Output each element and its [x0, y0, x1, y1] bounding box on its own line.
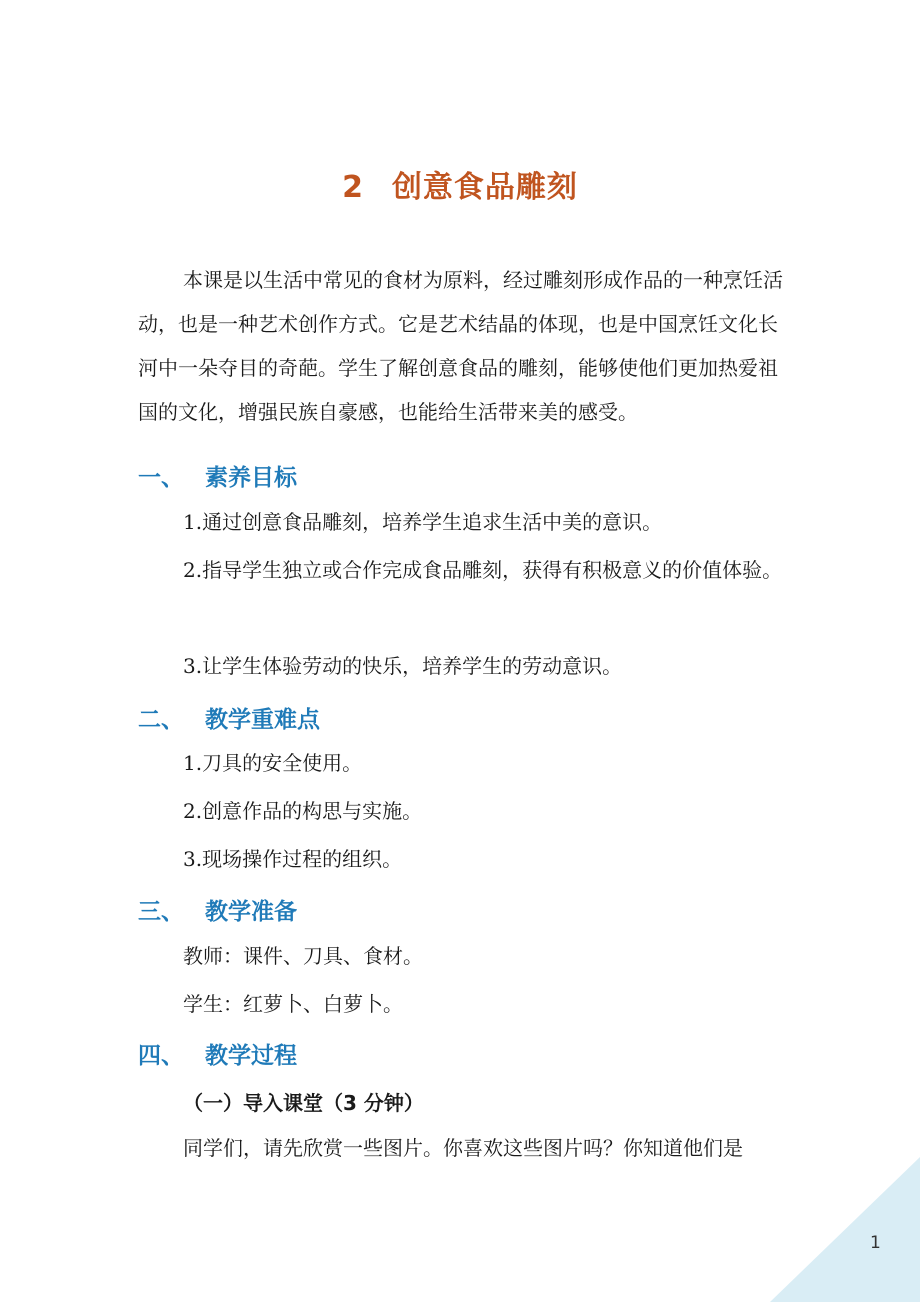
list-item: 3.现场操作过程的组织。 — [183, 847, 403, 871]
corner-decoration — [770, 1157, 920, 1302]
list-item: 2.创意作品的构思与实施。 — [183, 799, 423, 823]
section-title: 素养目标 — [205, 465, 297, 491]
list-item: 3.让学生体验劳动的快乐，培养学生的劳动意识。 — [183, 654, 623, 678]
list-item: 学生：红萝卜、白萝卜。 — [183, 992, 403, 1016]
section-title: 教学准备 — [205, 899, 297, 925]
subsection-heading: （一）导入课堂（3 分钟） — [183, 1091, 424, 1115]
intro-paragraph: 本课是以生活中常见的食材为原料，经过雕刻形成作品的一种烹饪活动，也是一种艺术创作方式。它是艺术结晶的体现，也是中国烹饪文化长河中一朵夺目的奇葩。学生了解创意食品的雕刻，能够使他们更加热爱祖国的文化，增强民族自豪感，也能给生活带来美的感受。 — [138, 268, 783, 424]
section-number: 四、 — [138, 1043, 184, 1069]
lesson-number: 2 — [342, 170, 364, 205]
list-item: 2.指导学生独立或合作完成食品雕刻，获得有积极意义的价值体验。 — [183, 558, 783, 582]
section-number: 一、 — [138, 465, 184, 491]
page-number: 1 — [870, 1233, 881, 1253]
section-heading-1 — [138, 459, 297, 492]
section-heading-4 — [138, 1037, 297, 1070]
subsection-paragraph: 同学们，请先欣赏一些图片。你喜欢这些图片吗？你知道他们是 — [183, 1136, 743, 1160]
section-number: 三、 — [138, 899, 184, 925]
section-number: 二、 — [138, 707, 184, 733]
lesson-title — [0, 162, 920, 206]
section-title: 教学过程 — [205, 1043, 297, 1069]
section-heading-3 — [138, 893, 297, 926]
section-heading-2 — [138, 701, 320, 734]
list-item: 1.通过创意食品雕刻，培养学生追求生活中美的意识。 — [183, 510, 663, 534]
list-item: 教师：课件、刀具、食材。 — [183, 944, 423, 968]
section-title: 教学重难点 — [205, 707, 320, 733]
lesson-title-text: 创意食品雕刻 — [391, 170, 578, 205]
list-item: 1.刀具的安全使用。 — [183, 751, 363, 775]
